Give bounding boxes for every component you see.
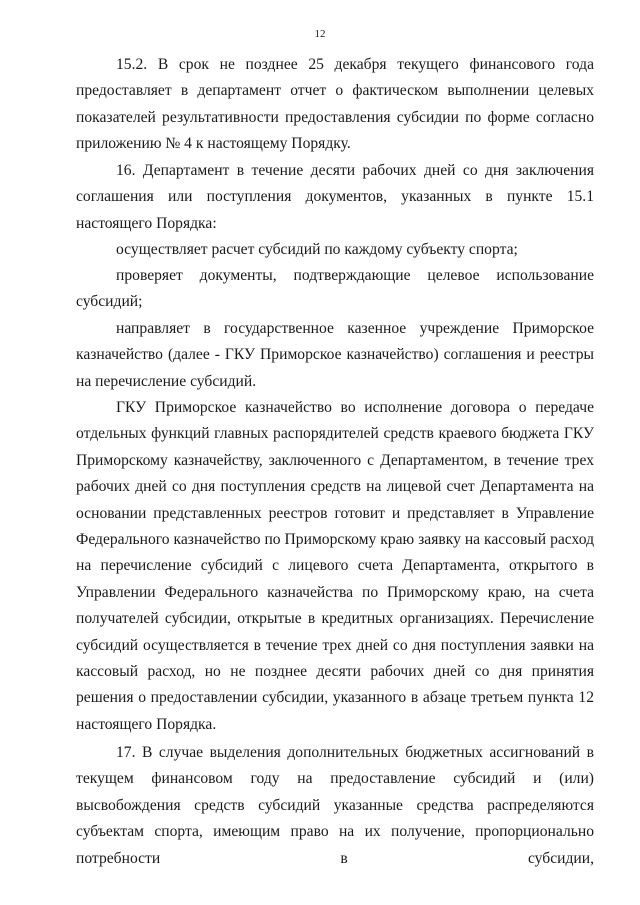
paragraph-16: 16. Департамент в течение десяти рабочих дней со дня заключения соглашения или поступления документов, указанных в пункте 15.1 настоящего Порядка: bbox=[76, 162, 594, 232]
paragraph-16-item-verification: проверяет документы, подтверждающие целевое использование субсидий; bbox=[76, 267, 594, 311]
paragraph-15-2: 15.2. В срок не позднее 25 декабря текущего финансового года предоставляет в департамент отчет о фактическом выполнении целевых показателей результативности предоставления субсидии по форме согласно приложению № 4 к настоящему Порядку. bbox=[76, 56, 594, 153]
paragraph-17: 17. В случае выделения дополнительных бюджетных ассигнований в текущем финансовом году на предоставление субсидий и (или) высвобождения средств субсидий указанные средства распределяются субъектам спорта, имеющим право на их получение, пропорционально потребности в субсидии, bbox=[76, 744, 594, 867]
page-number: 12 bbox=[314, 28, 326, 40]
paragraph-16-item-calculation: осуществляет расчет субсидий по каждому субъекту спорта; bbox=[116, 241, 518, 258]
paragraph-gku-treasury: ГКУ Приморское казначейство во исполнение договора о передаче отдельных функций главных распорядителей средств краевого бюджета ГКУ Приморскому казначейству, заключенного с Департаментом, в течение трех рабочих дней со дня поступления средств на лицевой счет Департамента на основании представленных реестров готовит и представляет в Управление Федерального казначейство по Приморскому краю заявку на кассовый расход на перечисление субсидий с лицевого счета Департамента, открытого в Управлении Федерального казначейства по Приморскому краю, на счета получателей субсидии, открытые в кредитных организациях. Перечисление субсидий осуществляется в течение трех дней со дня поступления заявки на кассовый расход, но не позднее десяти рабочих дней со дня принятия решения о предоставлении субсидии, указанного в абзаце третьем пункта 12 настоящего Порядка. bbox=[76, 399, 594, 733]
paragraph-16-item-direction: направляет в государственное казенное учреждение Приморское казначейство (далее - ГКУ Приморское казначейство) соглашения и реестры на перечисление субсидий. bbox=[76, 320, 594, 390]
